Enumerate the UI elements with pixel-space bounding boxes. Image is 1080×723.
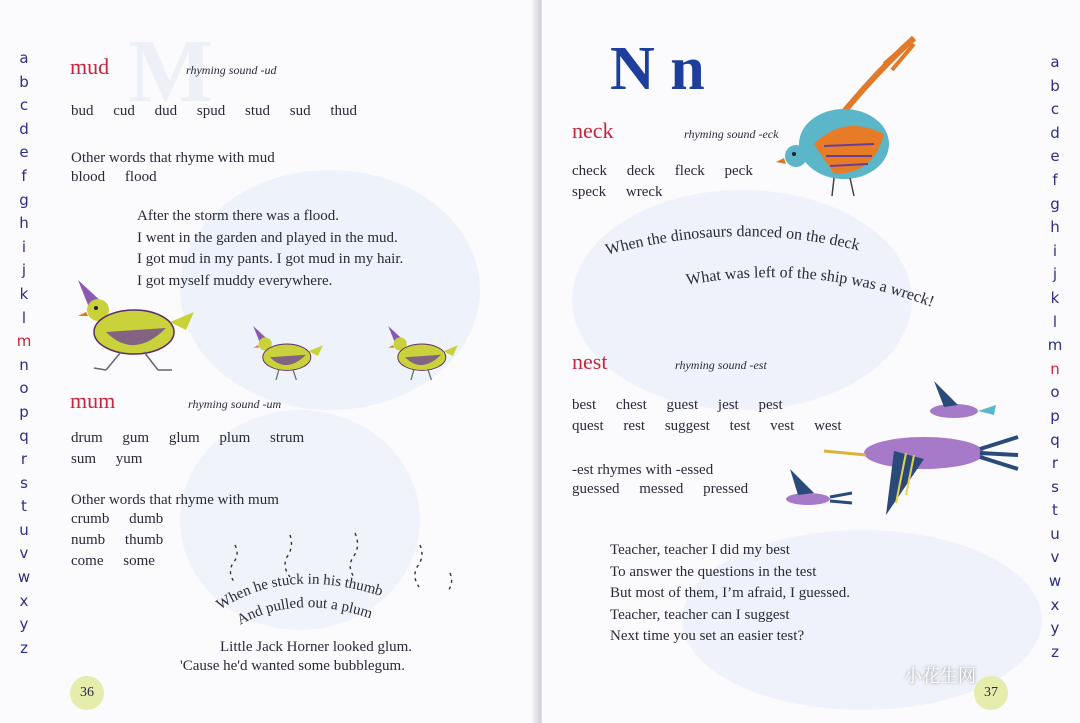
entry-title-mum: mum [70,388,116,413]
entry-title-neck: neck [572,118,614,143]
alphabet-letter-i: i [21,237,27,256]
alphabet-index [1045,51,1065,664]
poem-line: But most of them, I’m afraid, I guessed. [610,585,850,601]
alphabet-letter-r: r [20,450,28,469]
poem-line: After the storm there was a flood. [137,208,340,224]
alphabet-letter-j: j [1052,265,1058,284]
watermark-logo: 小花生网 [904,666,976,687]
alphabet-letter-x: x [1050,595,1060,614]
curved-poem-mum [180,525,490,685]
alphabet-letter-p: p [1050,406,1060,425]
walking-birds-illustration [66,270,466,380]
page-number-36: 36 [70,676,104,710]
poem-line: Teacher, teacher I did my best [610,542,790,558]
poem-line: I got mud in my pants. I got mud in my hair. [137,251,404,267]
poem-nest [610,540,850,648]
alphabet-letter-m: m [1047,336,1063,355]
alphabet-letter-o: o [1050,383,1060,402]
alphabet-letter-z: z [20,638,28,657]
curved-line-1: When he stuck in his thumb [213,571,385,614]
alphabet-letter-t: t [1052,501,1058,520]
alphabet-letter-m: m [16,332,32,351]
alphabet-letter-g: g [1050,194,1060,213]
crested-bird-illustration [774,34,924,204]
word-list-neck-2: speck wreck [572,184,663,200]
alphabet-letter-s: s [1051,477,1059,496]
alphabet-letter-r: r [1051,454,1059,473]
alphabet-letter-k: k [19,284,29,303]
alphabet-letter-x: x [19,591,29,610]
curved-line-2: What was left of the ship was a wreck! [684,264,937,311]
alphabet-letter-w: w [1048,572,1062,591]
alphabet-letter-n: n [19,355,29,374]
alphabet-letter-j: j [21,261,27,280]
poem-line: I went in the garden and played in the mud. [137,229,398,246]
svg-text:When the dinosaurs danced on t [604,223,862,259]
rhyming-sound-mud: rhyming sound -ud [186,63,277,77]
flying-birds-illustration [774,375,1024,525]
word-list-nest-2: quest rest suggest test vest west [572,418,842,434]
ess-words: guessed messed pressed [572,481,749,497]
alphabet-letter-l: l [1052,312,1058,331]
rhyming-sound-mum: rhyming sound -um [188,397,282,411]
page-number-37: 37 [974,676,1008,710]
alphabet-letter-d: d [19,119,29,138]
other-words-mum-2: numb thumb [71,532,164,548]
word-list-nest-1: best chest guest jest pest [572,397,783,413]
curved-line-4: 'Cause he'd wanted some bubblegum. [180,658,405,674]
other-words-heading-mud: Other words that rhyme with mud [71,150,275,166]
heading-N-n: N n [610,35,705,103]
svg-text:And pulled out a plum [234,595,374,628]
alphabet-letter-c: c [19,96,29,115]
alphabet-letter-k: k [1050,288,1060,307]
ess-heading: -est rhymes with -essed [572,462,714,478]
alphabet-letter-a: a [1050,53,1060,71]
ghost-letter-m: M [128,22,213,121]
alphabet-letter-g: g [19,190,29,209]
alphabet-letter-t: t [21,497,27,516]
entry-title-mud: mud [70,54,110,79]
other-words-mum-1: crumb dumb [71,511,164,527]
alphabet-letter-q: q [1050,430,1060,449]
alphabet-letter-e: e [19,143,29,162]
alphabet-letter-l: l [21,308,27,327]
alphabet-letter-u: u [1050,524,1060,543]
poem-line: Next time you set an easier test? [610,628,805,644]
word-list-mud: bud cud dud spud stud sud thud [71,103,358,119]
svg-text:What was left of the ship was [685,264,936,311]
rhyming-sound-nest: rhyming sound -est [675,358,767,372]
curved-line-1: When the dinosaurs danced on the deck [603,223,862,259]
alphabet-letter-b: b [1050,76,1060,95]
alphabet-letter-s: s [20,473,28,492]
curved-line-2: And pulled out a plum [234,595,375,629]
poem-line: Teacher, teacher can I suggest [610,606,790,623]
alphabet-letter-f: f [21,166,27,185]
alphabet-letter-c: c [1050,100,1060,119]
curved-line-3: Little Jack Horner looked glum. [220,639,413,655]
alphabet-letter-v: v [1050,548,1060,567]
alphabet-letter-n: n [1050,359,1060,378]
alphabet-letter-z: z [1051,642,1059,661]
alphabet-letter-w: w [17,568,31,587]
alphabet-letter-y: y [1050,619,1060,638]
alphabet-letter-d: d [1050,123,1060,142]
word-list-mum-2: sum yum [71,451,143,467]
page-36 [0,0,538,723]
word-list-mum-1: drum gum glum plum strum [71,430,305,446]
other-words-mud: blood flood [71,169,157,185]
alphabet-letter-v: v [19,544,29,563]
alphabet-letter-a: a [19,49,29,67]
page-37 [542,0,1080,723]
alphabet-letter-o: o [19,379,29,398]
alphabet-letter-h: h [19,214,29,233]
alphabet-index [14,47,34,660]
alphabet-letter-i: i [1052,241,1058,260]
other-words-heading-mum: Other words that rhyme with mum [71,492,279,508]
alphabet-letter-y: y [19,615,29,634]
alphabet-letter-e: e [1050,147,1060,166]
poem-line: To answer the questions in the test [610,563,817,580]
other-words-mum-3: come some [71,553,155,569]
alphabet-letter-f: f [1052,170,1058,189]
rhyming-sound-neck: rhyming sound -eck [684,127,779,141]
curved-poem-neck [602,205,972,330]
entry-title-nest: nest [572,349,608,374]
alphabet-letter-u: u [19,520,29,539]
alphabet-letter-b: b [19,72,29,91]
poem-line: I got myself muddy everywhere. [137,272,333,289]
alphabet-letter-h: h [1050,218,1060,237]
alphabet-letter-p: p [19,402,29,421]
word-list-neck-1: check deck fleck peck [572,163,753,179]
alphabet-letter-q: q [19,426,29,445]
